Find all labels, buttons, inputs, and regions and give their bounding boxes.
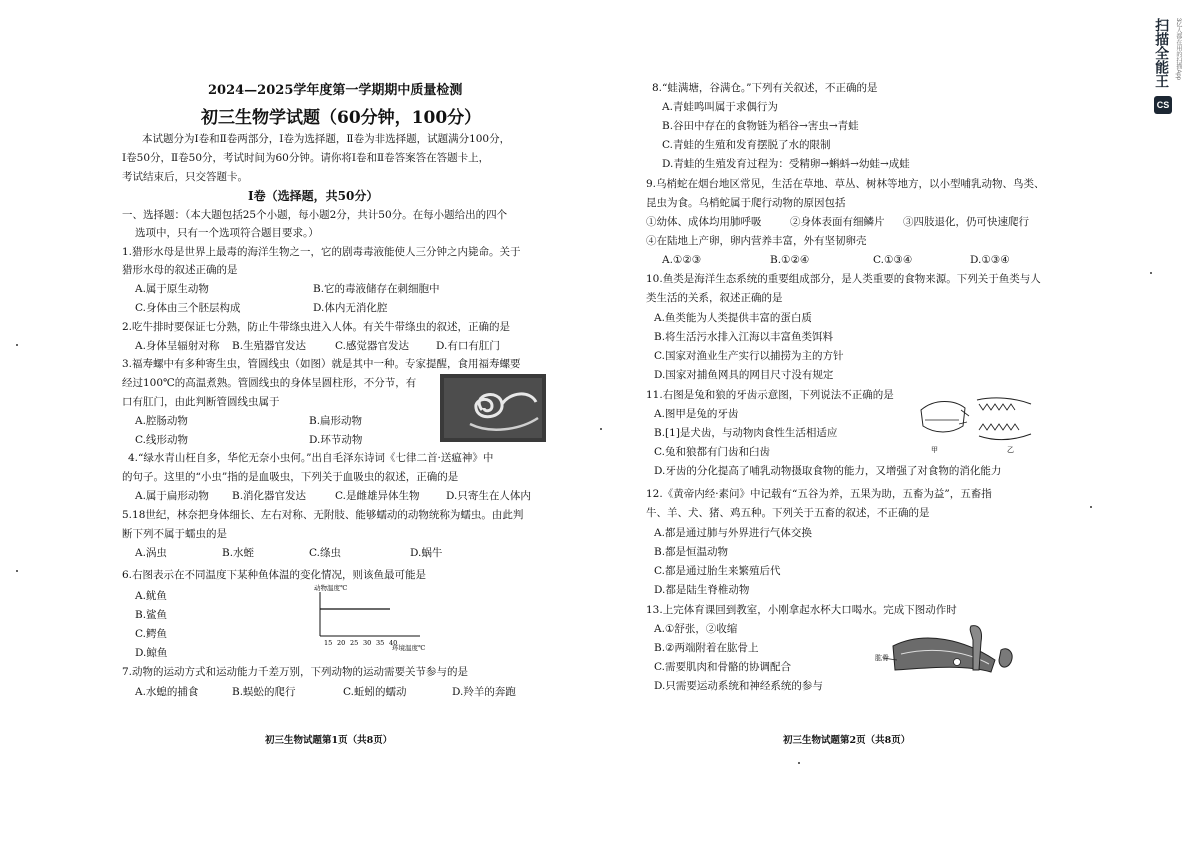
arm-figure-label: 肱骨 [875, 654, 889, 662]
intro-line-1: 本试题分为Ⅰ卷和Ⅱ卷两部分，Ⅰ卷为选择题，Ⅱ卷为非选择题，试题满分100分， [142, 133, 511, 145]
q3-line-2: 经过100℃的高温煮熟。管圆线虫的身体呈圆柱形，不分节，有 [122, 377, 417, 389]
exam-title: 2024—2025学年度第一学期期中质量检测 [208, 83, 463, 98]
q4-option-d: D.只寄生在人体内 [446, 490, 531, 502]
q9-option-c: C.①③④ [873, 254, 913, 266]
intro-line-3: 考试结束后，只交答题卡。 [122, 171, 248, 183]
q1-line-1: 1.猎形水母是世界上最毒的海洋生物之一，它的剧毒毒液能使人三分钟之内毙命。关于 [122, 246, 521, 258]
q9-line-1: 9.乌梢蛇在烟台地区常见，生活在草地、草丛、树林等地方，以小型哺乳动物、鸟类、 [646, 178, 1045, 190]
scan-speck [16, 344, 18, 346]
scan-speck [1090, 506, 1092, 508]
q2-stem: 2.吃牛排时要保证七分熟，防止牛带绦虫进入人体。有关牛带绦虫的叙述，正确的是 [122, 321, 511, 333]
q2-option-d: D.有口有肛门 [436, 340, 500, 352]
q5-option-c: C.绦虫 [309, 547, 341, 559]
q12-option-b: B.都是恒温动物 [654, 546, 729, 558]
q2-option-b: B.生殖器官发达 [232, 340, 307, 352]
q6-option-d: D.鲸鱼 [135, 647, 168, 659]
q4-option-c: C.是雌雄异体生物 [335, 490, 420, 502]
scanner-name: 扫描全能王 [1154, 18, 1171, 88]
q8-option-d: D.青蛙的生殖发育过程为：受精卵→蝌蚪→幼蛙→成蛙 [662, 158, 910, 170]
q13-option-d: D.只需要运动系统和神经系统的参与 [654, 680, 823, 692]
q9-option-d: D.①③④ [970, 254, 1010, 266]
q12-option-c: C.都是通过胎生来繁殖后代 [654, 565, 781, 577]
section-intro-1: 一、选择题：（本大题包括25个小题，每小题2分，共计50分。在每小题给出的四个 [122, 209, 508, 221]
chart-ylabel: 动物温度℃ [314, 584, 348, 592]
q4-line-2: 的句子。这里的“小虫”指的是血吸虫，下列关于血吸虫的叙述，正确的是 [122, 471, 459, 483]
q10-line-1: 10.鱼类是海洋生态系统的重要组成部分，是人类重要的食物来源。下列关于鱼类与人 [646, 273, 1041, 285]
q6-option-c: C.鳄鱼 [135, 628, 167, 640]
chart-tick: 35 [376, 639, 385, 647]
scan-speck [600, 428, 602, 430]
scan-speck [798, 762, 800, 764]
q10-option-c: C.国家对渔业生产实行以捕捞为主的方针 [654, 350, 844, 362]
teeth-figure [915, 390, 1045, 458]
chart-xlabel: 环境温度℃ [392, 644, 426, 652]
q2-option-a: A.身体呈辐射对称 [135, 340, 220, 352]
q1-option-d: D.体内无消化腔 [313, 302, 388, 314]
q3-option-d: D.环节动物 [309, 434, 363, 446]
q3-option-b: B.扁形动物 [309, 415, 363, 427]
q6-stem: 6.右图表示在不同温度下某种鱼体温的变化情况，则该鱼最可能是 [122, 569, 427, 581]
q11-stem: 11.右图是兔和狼的牙齿示意图，下列说法不正确的是 [646, 389, 894, 401]
chart-tick: 25 [350, 639, 359, 647]
q7-option-c: C.蚯蚓的蠕动 [343, 686, 407, 698]
q7-stem: 7.动物的运动方式和运动能力千差万别，下列动物的运动需要关节参与的是 [122, 666, 469, 678]
q5-line-2: 断下列不属于蠕虫的是 [122, 528, 227, 540]
q8-option-c: C.青蛙的生殖和发育摆脱了水的限制 [662, 139, 831, 151]
q3-line-3: 口有肛门，由此判断管圆线虫属于 [122, 396, 280, 408]
q6-option-b: B.鲨鱼 [135, 609, 168, 621]
q8-option-b: B.谷田中存在的食物链为稻谷→害虫→青蛙 [662, 120, 859, 132]
chart-tick: 30 [363, 639, 372, 647]
nematode-figure [440, 374, 546, 442]
q4-line-1: 4.“绿水青山枉自多，华佗无奈小虫何。”出自毛泽东诗词《七律二首·送瘟神》中 [128, 452, 494, 464]
q12-line-2: 牛、羊、犬、猪、鸡五种。下列关于五畜的叙述，不正确的是 [646, 507, 930, 519]
q9-item-1: ①幼体、成体均用肺呼吸 [646, 216, 762, 228]
scan-speck [16, 570, 18, 572]
q9-item-2: ②身体表面有细鳞片 [790, 216, 885, 228]
chart-tick: 40 [389, 639, 398, 647]
q13-option-a: A.①舒张，②收缩 [654, 623, 738, 635]
q11-option-a: A.图甲是兔的牙齿 [654, 408, 739, 420]
q5-option-b: B.水蛭 [222, 547, 255, 559]
arm-muscle-figure [875, 620, 1025, 692]
q3-option-c: C.线形动物 [135, 434, 188, 446]
q12-line-1: 12.《黄帝内经·素问》中记载有“五谷为养，五果为助，五畜为益”，五畜指 [646, 488, 992, 500]
left-page-footer: 初三生物试题第1页（共8页） [265, 735, 393, 746]
teeth-label-b: 乙 [1007, 446, 1014, 454]
q7-option-a: A.水螅的捕食 [135, 686, 199, 698]
q12-option-a: A.都是通过肺与外界进行气体交换 [654, 527, 812, 539]
q1-line-2: 猎形水母的叙述正确的是 [122, 264, 238, 276]
q6-option-a: A.鱿鱼 [135, 590, 167, 602]
q13-option-c: C.需要肌肉和骨骼的协调配合 [654, 661, 791, 673]
q1-option-a: A.属于原生动物 [135, 283, 209, 295]
q9-item-4: ④在陆地上产卵，卵内营养丰富，外有坚韧卵壳 [646, 235, 867, 247]
q1-option-b: B.它的毒液储存在刺细胞中 [313, 283, 440, 295]
scanner-logo-icon: CS [1154, 96, 1172, 114]
q7-option-d: D.羚羊的奔跑 [452, 686, 516, 698]
q2-option-c: C.感觉器官发达 [335, 340, 409, 352]
q9-option-b: B.①②④ [770, 254, 810, 266]
q9-option-a: A.①②③ [662, 254, 702, 266]
intro-line-2: Ⅰ卷50分，Ⅱ卷50分，考试时间为60分钟。请你将Ⅰ卷和Ⅱ卷答案答在答题卡上， [122, 152, 490, 164]
section-title: Ⅰ卷（选择题，共50分） [248, 189, 379, 203]
q1-option-c: C.身体由三个胚层构成 [135, 302, 241, 314]
q4-option-a: A.属于扁形动物 [135, 490, 209, 502]
q10-option-a: A.鱼类能为人类提供丰富的蛋白质 [654, 312, 812, 324]
q11-option-c: C.兔和狼都有门齿和臼齿 [654, 446, 770, 458]
q9-item-3: ③四肢退化，仍可快速爬行 [903, 216, 1029, 228]
exam-subtitle: 初三生物学试题（60分钟，100分） [201, 108, 482, 128]
q5-option-d: D.蜗牛 [410, 547, 443, 559]
chart-tick: 15 [324, 639, 333, 647]
q9-line-2: 昆虫为食。乌梢蛇属于爬行动物的原因包括 [646, 197, 846, 209]
scanner-tagline: 3亿人都在用的扫描App [1174, 18, 1181, 81]
q3-option-a: A.腔肠动物 [135, 415, 188, 427]
chart-tick: 20 [337, 639, 346, 647]
scanner-watermark [1152, 18, 1182, 118]
section-intro-2: 选项中，只有一个选项符合题目要求。） [135, 227, 319, 239]
q10-option-b: B.将生活污水排入江海以丰富鱼类饵料 [654, 331, 834, 343]
right-page-footer: 初三生物试题第2页（共8页） [783, 735, 911, 746]
q5-line-1: 5.18世纪，林奈把身体细长、左右对称、无附肢、能够蠕动的动物统称为蠕虫。由此判 [122, 509, 524, 521]
q13-option-b: B.②两端附着在肱骨上 [654, 642, 759, 654]
teeth-label-a: 甲 [931, 446, 938, 454]
q8-stem: 8.“蛙满塘，谷满仓。”下列有关叙述，不正确的是 [652, 82, 878, 94]
q4-option-b: B.消化器官发达 [232, 490, 307, 502]
q12-option-d: D.都是陆生脊椎动物 [654, 584, 750, 596]
q8-option-a: A.青蛙鸣叫属于求偶行为 [662, 101, 778, 113]
q10-line-2: 类生活的关系，叙述正确的是 [646, 292, 783, 304]
q3-line-1: 3.福寿螺中有多种寄生虫，管圆线虫（如图）就是其中一种。专家提醒，食用福寿螺要 [122, 358, 521, 370]
q7-option-b: B.蜈蚣的爬行 [232, 686, 296, 698]
scan-speck [1150, 272, 1152, 274]
q13-stem: 13.上完体育课回到教室，小刚拿起水杯大口喝水。完成下图动作时 [646, 604, 957, 616]
q11-option-d: D.牙齿的分化提高了哺乳动物摄取食物的能力，又增强了对食物的消化能力 [654, 465, 1002, 477]
fish-temperature-chart [308, 584, 458, 654]
q5-option-a: A.涡虫 [135, 547, 167, 559]
q10-option-d: D.国家对捕鱼网具的网目尺寸没有规定 [654, 369, 834, 381]
q11-option-b: B.[1]是犬齿，与动物肉食性生活相适应 [654, 427, 838, 439]
